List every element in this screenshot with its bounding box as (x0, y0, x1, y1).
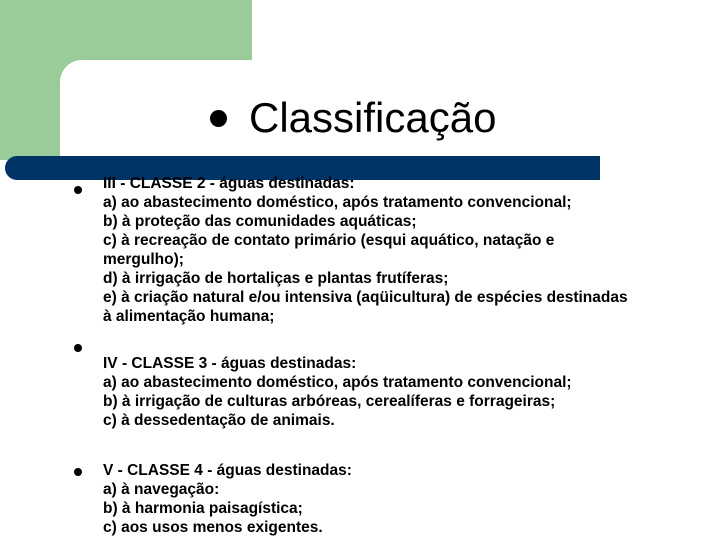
bullet-icon (74, 186, 82, 194)
list-item-classe-3 (103, 354, 572, 430)
slide-title: Classificação (249, 94, 497, 141)
list-item-line: à alimentação humana; (103, 308, 275, 325)
list-item-line: III - CLASSE 2 - águas destinadas: (103, 175, 355, 192)
title-bullet-icon (210, 110, 227, 127)
list-item-line: c) à recreação de contato primário (esqui aquático, natação e (103, 232, 555, 249)
list-item-line: c) à dessedentação de animais. (103, 412, 335, 429)
list-item-line: V - CLASSE 4 - águas destinadas: (103, 462, 352, 479)
list-item-line: d) à irrigação de hortaliças e plantas frutíferas; (103, 270, 449, 287)
list-item-line: b) à harmonia paisagística; (103, 500, 303, 517)
list-item-line: a) à navegação: (103, 481, 220, 498)
list-item-line: e) à criação natural e/ou intensiva (aqüicultura) de espécies destinadas (103, 289, 628, 306)
list-item-line: b) à proteção das comunidades aquáticas; (103, 213, 417, 230)
list-item-line: a) ao abastecimento doméstico, após tratamento convencional; (103, 374, 572, 391)
list-item-line: mergulho); (103, 251, 184, 268)
list-item-line: a) ao abastecimento doméstico, após tratamento convencional; (103, 194, 572, 211)
bullet-icon (74, 344, 82, 352)
list-item-line: b) à irrigação de culturas arbóreas, cerealíferas e forrageiras; (103, 393, 556, 410)
list-item-line: c) aos usos menos exigentes. (103, 519, 323, 536)
list-item-line: IV - CLASSE 3 - águas destinadas: (103, 355, 357, 372)
bullet-icon (74, 468, 82, 476)
slide-title-row (210, 93, 496, 143)
list-item-classe-2 (103, 174, 628, 326)
list-item-classe-4 (103, 461, 352, 537)
